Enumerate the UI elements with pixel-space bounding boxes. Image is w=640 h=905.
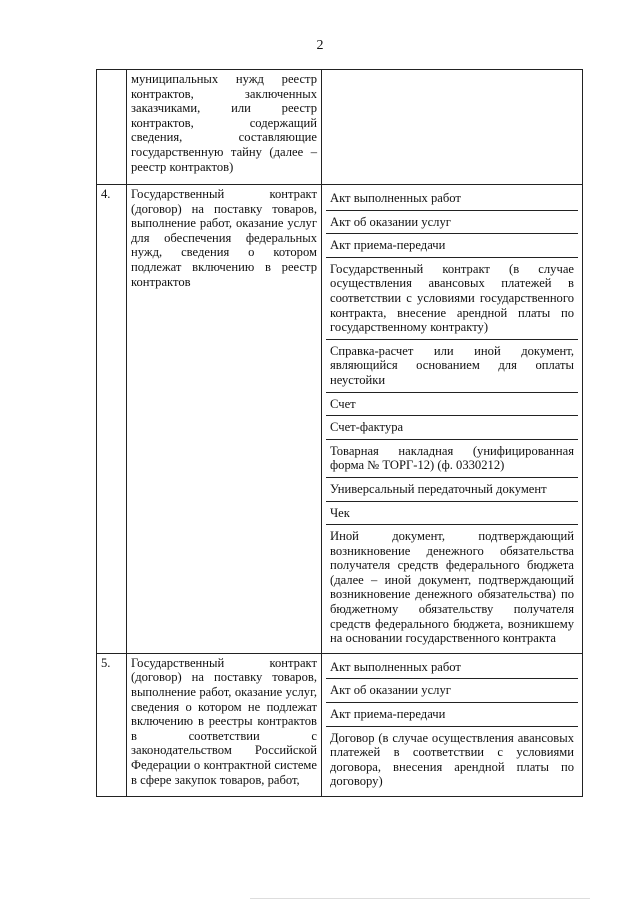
row-number: 5. bbox=[97, 653, 127, 796]
basis-document: Счет-фактура bbox=[326, 416, 578, 440]
row-number bbox=[97, 70, 127, 185]
basis-document: Товарная накладная (унифицированная форма № ТОРГ-12) (ф. 0330212) bbox=[326, 440, 578, 478]
scan-edge bbox=[250, 898, 590, 899]
table-row bbox=[97, 653, 583, 796]
basis-document: Акт приема-передачи bbox=[326, 234, 578, 258]
basis-document: Акт выполненных работ bbox=[326, 187, 578, 211]
basis-document: Иной документ, подтверждающий возникновение денежного обязательства получателя средств федерального бюджета (далее – иной документ, подтверждающий возникновение денежного обязательства) по бюджетному обязательству получателя средств федерального бюджета, возникшему на основании государственного контракта bbox=[330, 529, 574, 646]
basis-document: Акт об оказании услуг bbox=[326, 211, 578, 235]
basis-document: Чек bbox=[326, 502, 578, 526]
row-number: 4. bbox=[97, 185, 127, 654]
basis-document: Универсальный передаточный документ bbox=[326, 478, 578, 502]
document-name: Государственный контракт (договор) на поставку товаров, выполнение работ, оказание услуг, сведения о котором не подлежат включению в реестры контрактов в соответствии с законодательством Российской Федерации о контрактной системе в сфере закупок товаров, работ, bbox=[127, 653, 322, 796]
basis-document: Справка-расчет или иной документ, являющийся основанием для оплаты неустойки bbox=[326, 340, 578, 393]
document-table bbox=[96, 69, 583, 797]
basis-documents-cell bbox=[322, 653, 583, 796]
table-row bbox=[97, 185, 583, 654]
basis-documents-cell bbox=[322, 185, 583, 654]
basis-document: Акт об оказании услуг bbox=[326, 679, 578, 703]
basis-document: Счет bbox=[326, 393, 578, 417]
document-name: Государственный контракт (договор) на поставку товаров, выполнение работ, оказание услуг для обеспечения федеральных нужд, сведения о котором подлежат включению в реестр контрактов bbox=[127, 185, 322, 654]
table-row bbox=[97, 70, 583, 185]
page-number: 2 bbox=[316, 38, 324, 53]
basis-document: Государственный контракт (в случае осуществления авансовых платежей в соответствии с условиями государственного контракта, внесение арендной платы по государственному контракту) bbox=[326, 258, 578, 340]
basis-document: Акт приема-передачи bbox=[326, 703, 578, 727]
document-name: муниципальных нужд реестр контрактов, заключенных заказчиками, или реестр контрактов, содержащий сведения, составляющие государственную тайну (далее – реестр контрактов) bbox=[127, 70, 322, 185]
basis-documents-cell bbox=[322, 70, 583, 185]
basis-document: Договор (в случае осуществления авансовых платежей в соответствии с условиями договора, внесения арендной платы по договору) bbox=[330, 730, 574, 789]
basis-document: Акт выполненных работ bbox=[326, 656, 578, 680]
